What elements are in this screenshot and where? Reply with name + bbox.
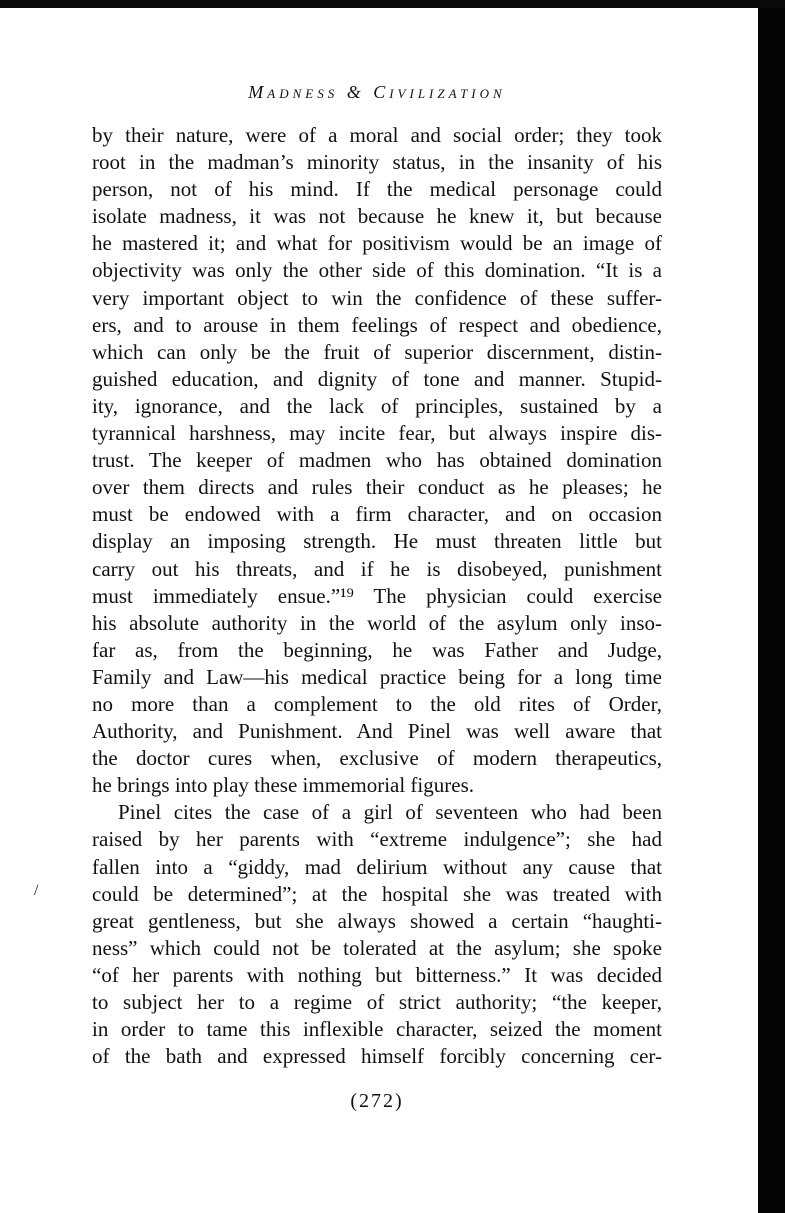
margin-pencil-mark: / xyxy=(34,882,39,899)
running-head: Madness & Civilization xyxy=(248,82,506,102)
text-line: Pinel cites the case of a girl of seventeen who had been xyxy=(118,800,662,825)
text-line: of the bath and expressed himself forcibly concerning cer- xyxy=(92,1044,662,1069)
text-line: the doctor cures when, exclusive of modern therapeutics, xyxy=(92,746,662,771)
text-line: to subject her to a regime of strict authority; “the keeper, xyxy=(92,990,662,1014)
text-line: fallen into a “giddy, mad delirium without any cause that xyxy=(92,854,662,879)
text-line: “of her parents with nothing but bitterness.” It was decided xyxy=(92,962,662,987)
text-line: root in the madman’s minority status, in the insanity of his xyxy=(92,150,662,175)
text-line: Family and Law—his medical practice being for a long time xyxy=(92,664,662,689)
paragraph-1 xyxy=(92,122,662,799)
top-border-rule xyxy=(0,0,785,8)
scan-edge-bar xyxy=(758,8,785,1213)
text-line: by their nature, were of a moral and social order; they took xyxy=(92,123,662,147)
text-line: great gentleness, but she always showed a certain “haughti- xyxy=(92,908,662,933)
text-line: very important object to win the confidence of these suffer- xyxy=(92,285,662,310)
text-line: must be endowed with a firm character, and on occasion xyxy=(92,502,662,527)
text-line: ness” which could not be tolerated at the asylum; she spoke xyxy=(92,935,662,960)
body-text xyxy=(92,122,662,1070)
text-line: could be determined”; at the hospital she was treated with xyxy=(92,881,662,906)
text-line: his absolute authority in the world of the asylum only inso- xyxy=(92,610,662,635)
text-line: objectivity was only the other side of this domination. “It is a xyxy=(92,258,662,283)
paragraph-2 xyxy=(92,799,662,1070)
text-line: Authority, and Punishment. And Pinel was well aware that xyxy=(92,719,662,744)
text-line: display an imposing strength. He must threaten little but xyxy=(92,529,662,554)
text-line: ity, ignorance, and the lack of principles, sustained by a xyxy=(92,393,662,418)
text-line: he brings into play these immemorial figures. xyxy=(92,773,474,798)
text-line: guished education, and dignity of tone and manner. Stupid- xyxy=(92,366,662,391)
text-line: over them directs and rules their conduct as he pleases; he xyxy=(92,475,662,500)
text-line: tyrannical harshness, may incite fear, but always inspire dis- xyxy=(92,421,662,446)
text-line: no more than a complement to the old rites of Order, xyxy=(92,691,662,716)
text-line: which can only be the fruit of superior discernment, distin- xyxy=(92,339,662,364)
text-line: he mastered it; and what for positivism would be an image of xyxy=(92,231,662,256)
text-line: must immediately ensue.”¹⁹ The physician could exercise xyxy=(92,583,662,608)
page-number: (272) xyxy=(350,1090,404,1112)
text-line: raised by her parents with “extreme indulgence”; she had xyxy=(92,827,662,852)
text-line: ers, and to arouse in them feelings of respect and obedience, xyxy=(92,312,662,337)
text-line: far as, from the beginning, he was Father and Judge, xyxy=(92,637,662,662)
text-line: isolate madness, it was not because he knew it, but because xyxy=(92,204,662,229)
text-line: trust. The keeper of madmen who has obtained domination xyxy=(92,448,662,473)
text-line: in order to tame this inflexible character, seized the moment xyxy=(92,1017,662,1042)
text-line: carry out his threats, and if he is disobeyed, punishment xyxy=(92,556,662,581)
text-line: person, not of his mind. If the medical personage could xyxy=(92,177,662,202)
